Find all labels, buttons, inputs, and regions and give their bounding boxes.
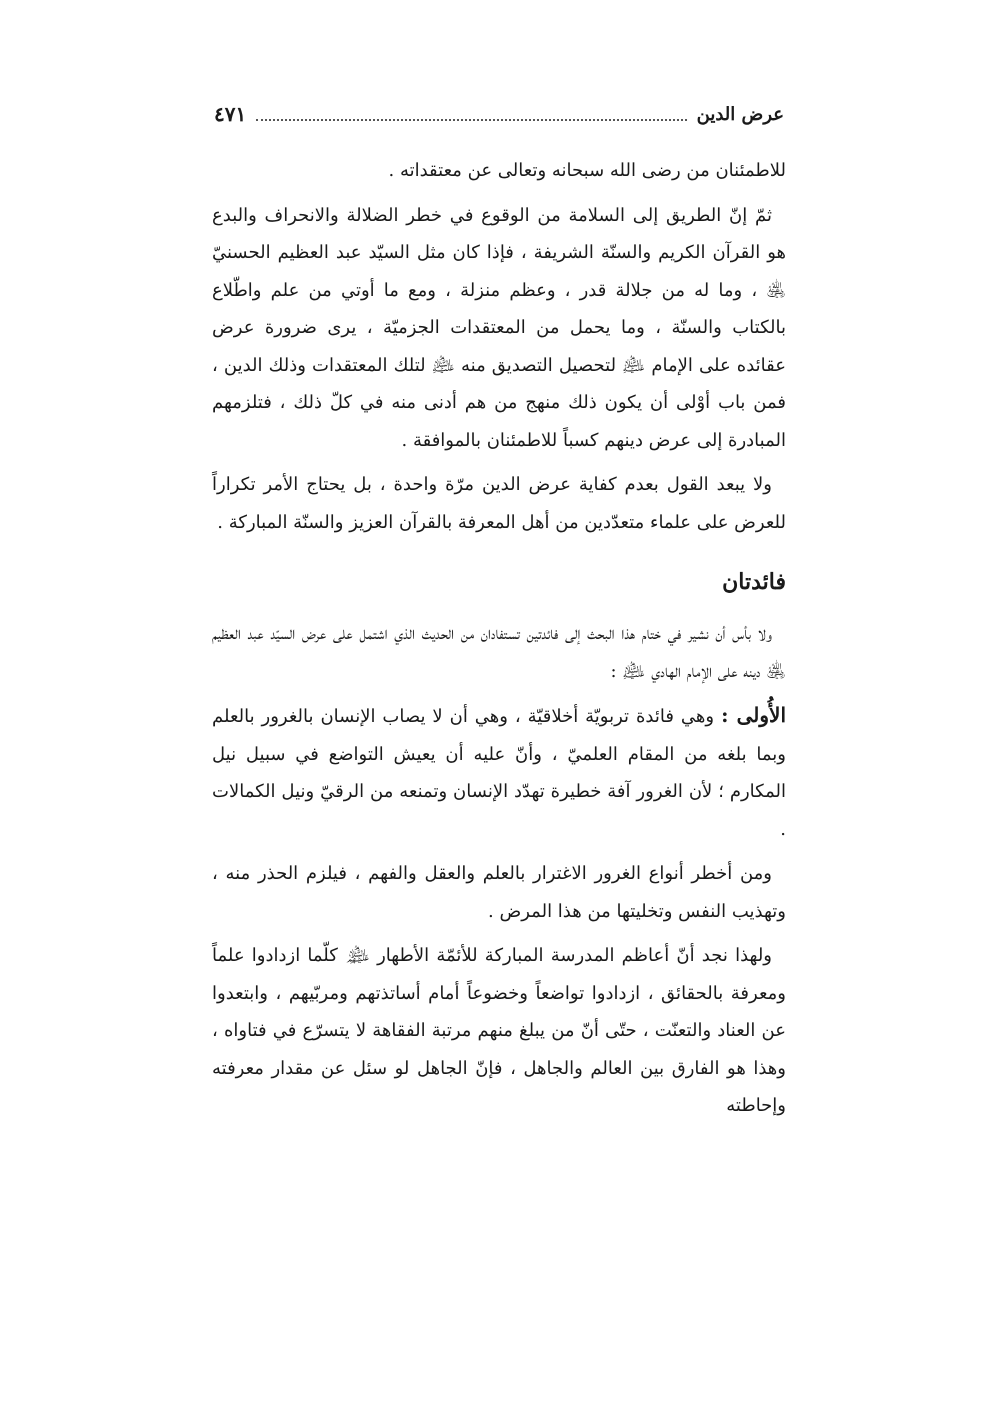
section-intro: ولا بأس أن نشير في ختام هذا البحث إلى فائدتين تستفادان من الحديث الذي اشتمل على عرض السيّد عبد العظيم ﵁ دينه على الإمام الهادي ﵇ :: [212, 623, 786, 682]
first-benefit-paragraph: [212, 697, 786, 848]
paragraph: ثمّ إنّ الطريق إلى السلامة من الوقوع في خطر الضلالة والانحراف والبدع هو القرآن الكريم والسنّة الشريفة ، فإذا كان مثل السيّد عبد العظيم الحسنيّ ﵁ ، وما له من جلالة قدر ، وعظم منزلة ، ومع ما أوتي من علم واطّلاع بالكتاب والسنّة ، وما يحمل من المعتقدات الجزميّة ، يرى ضرورة عرض عقائده على الإمام ﵇ لتحصيل التصديق منه ﵇ لتلك المعتقدات وذلك الدين ، فمن باب أوْلى أن يكون ذلك منهج من هم أدنى منه في كلّ ذلك ، فتلزمهم المبادرة إلى عرض دينهم كسباً للاطمئنان بالموافقة .: [212, 204, 786, 451]
page-number: ٤٧١: [214, 102, 247, 126]
paragraph: ومن أخطر أنواع الغرور الاغترار بالعلم والعقل والفهم ، فيلزم الحذر منه ، وتهذيب النفس وتخليتها من هذا المرض .: [212, 863, 786, 922]
paragraph: ولهذا نجد أنّ أعاظم المدرسة المباركة للأئمّة الأطهار ﵈ كلّما ازدادوا علماً ومعرفة بالحقائق ، ازدادوا تواضعاً وخضوعاً أمام أساتذتهم ومربّيهم ، وابتعدوا عن العناد والتعنّت ، حتّى أنّ من يبلغ منهم مرتبة الفقاهة لا يتسرّع في فتاواه ، وهذا هو الفارق بين العالم والجاهل ، فإنّ الجاهل لو سئل عن مقدار معرفته وإحاطته: [212, 945, 786, 1116]
leader-dots: [256, 119, 686, 121]
paragraph: ولا يبعد القول بعدم كفاية عرض الدين مرّة واحدة ، بل يحتاج الأمر تكراراً للعرض على علماء متعدّدين من أهل المعرفة بالقرآن العزيز والسنّة المباركة .: [212, 474, 786, 533]
section-heading: فائدتان: [722, 569, 786, 595]
first-benefit-lead: الأُولى :: [721, 703, 787, 727]
page-header: [214, 96, 784, 132]
running-title: عرض الدين: [696, 103, 784, 125]
first-benefit-text: وهي فائدة تربويّة أخلاقيّة ، وهي أن لا يصاب الإنسان بالغرور بالعلم وبما بلغه من المقام العلميّ ، وأنّ عليه أن يعيش التواضع في سبيل نيل المكارم ؛ لأن الغرور آفة خطيرة تهدّد الإنسان وتمنعه من الرقيّ ونيل الكمالات .: [212, 706, 786, 840]
paragraph: للاطمئنان من رضى الله سبحانه وتعالى عن معتقداته .: [388, 160, 786, 181]
page-body: [212, 152, 786, 1132]
